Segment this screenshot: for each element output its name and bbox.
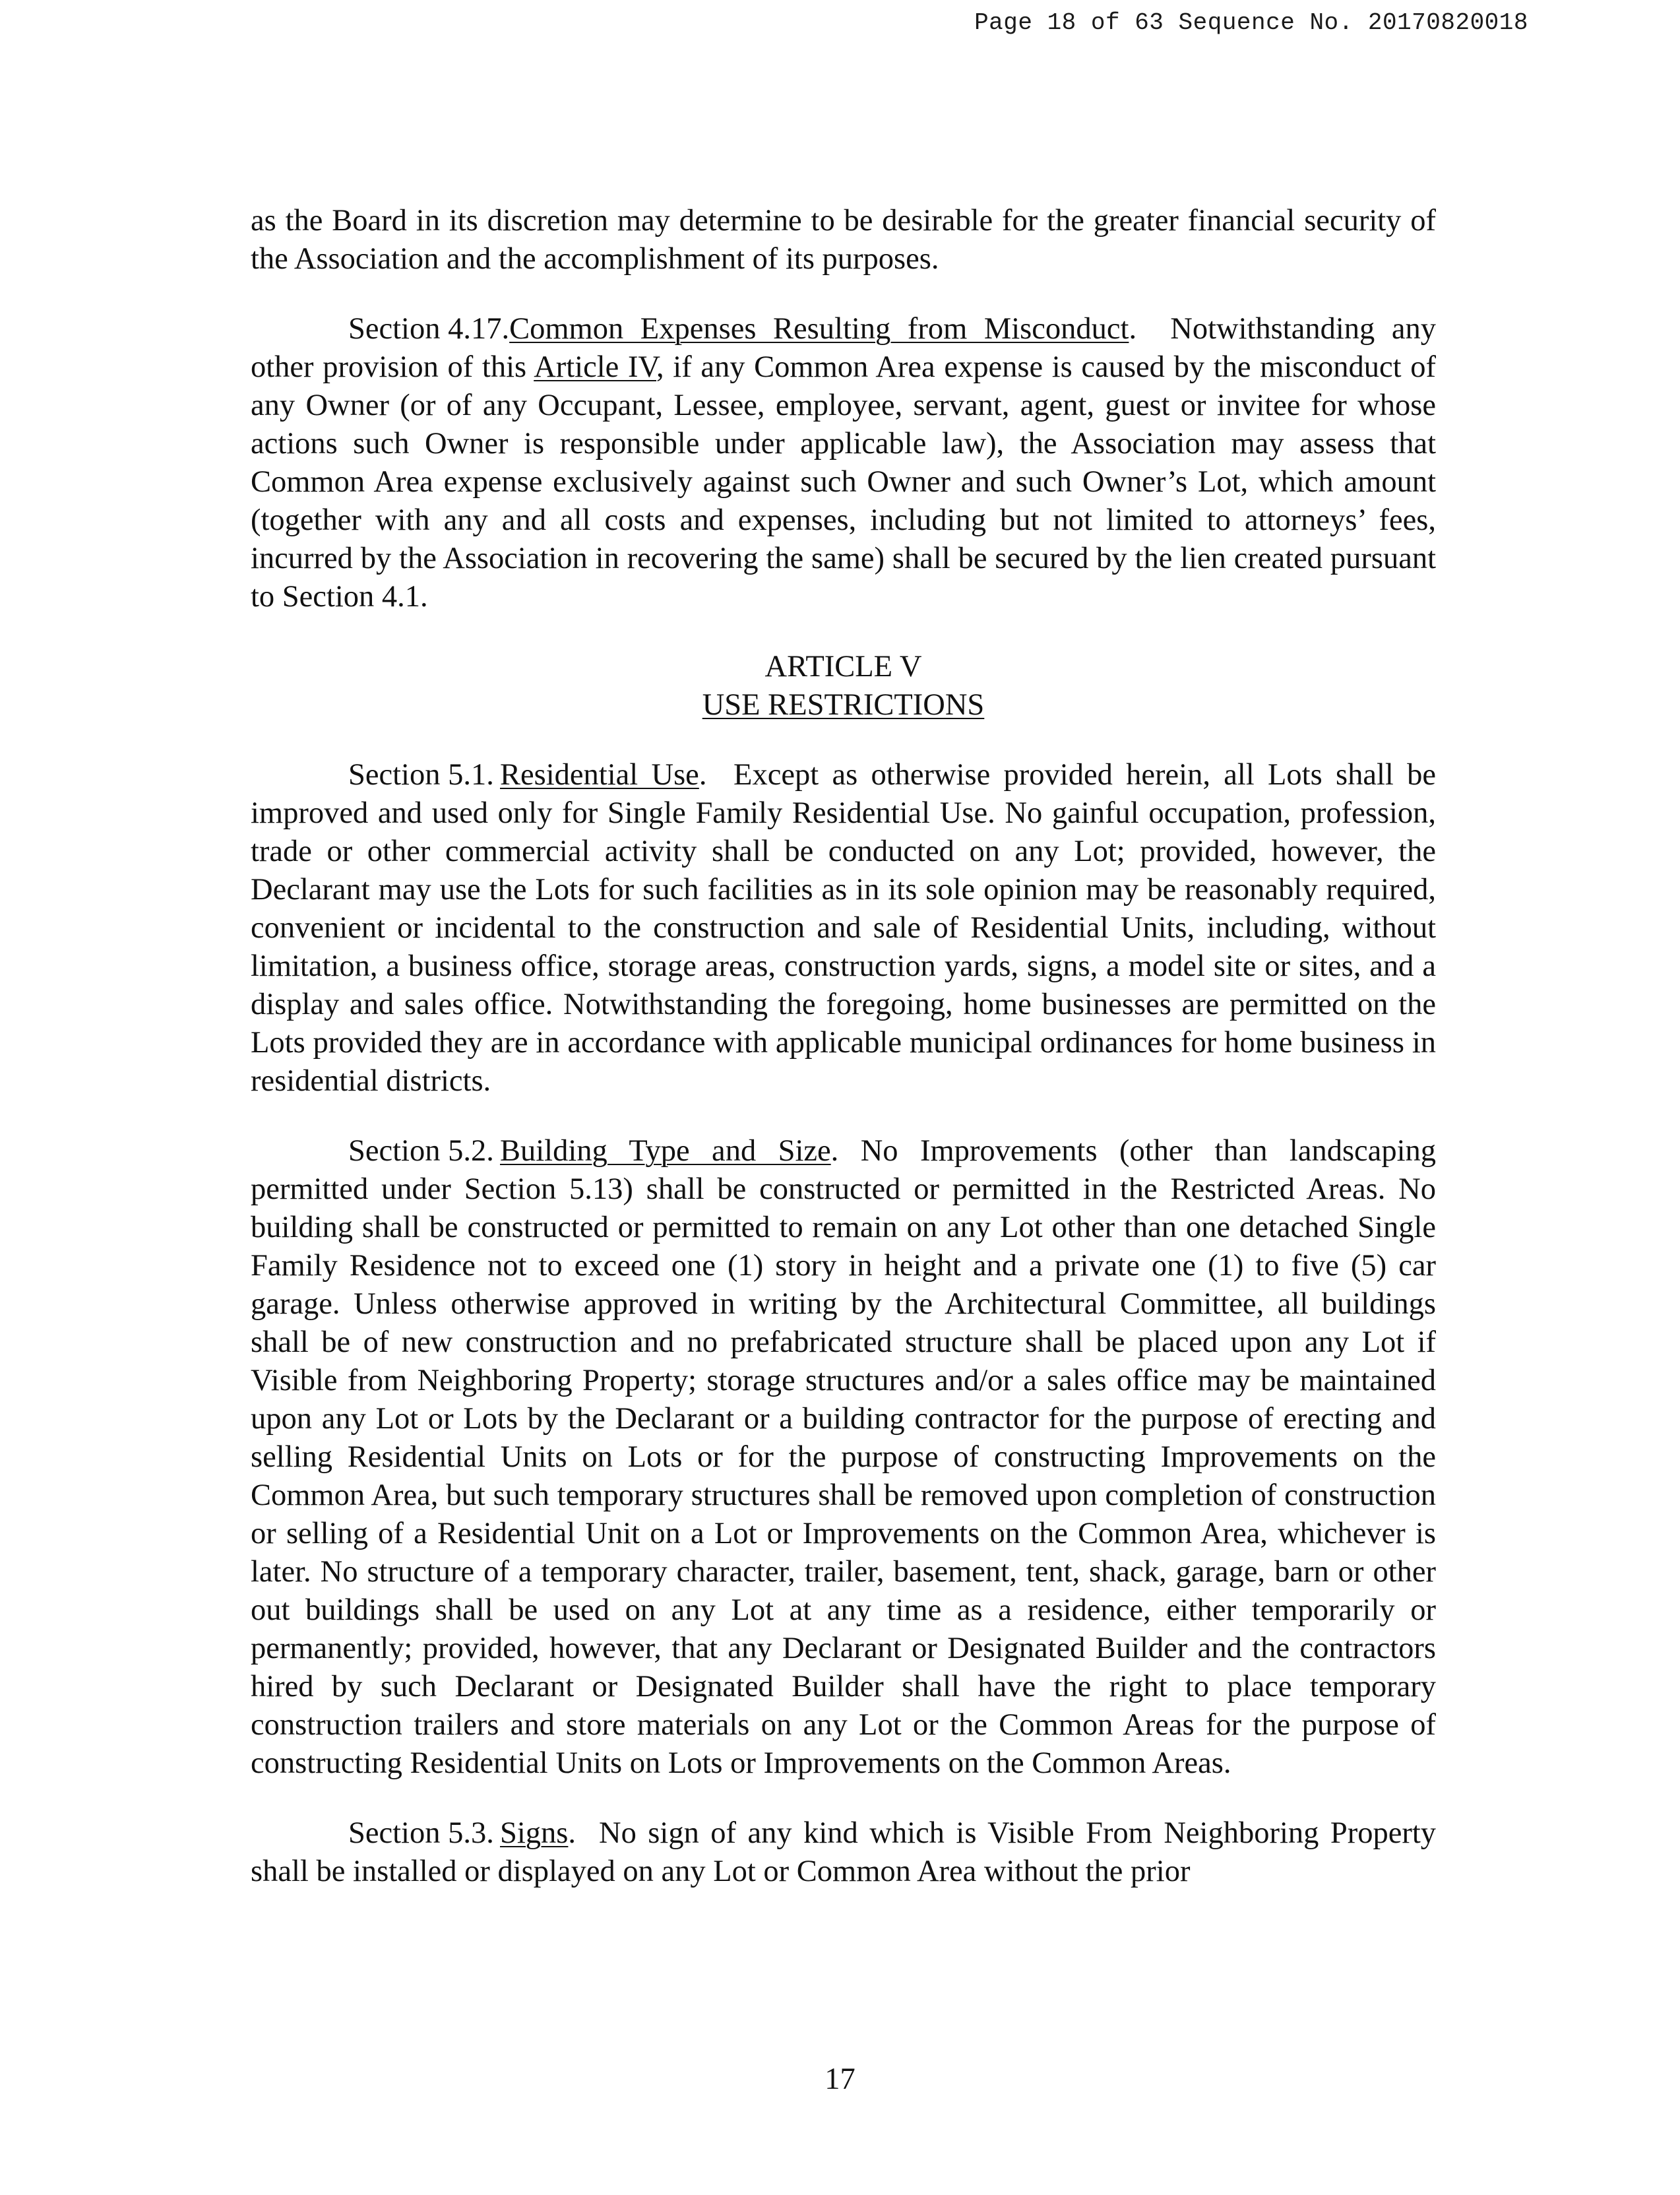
section-number: Section 5.3. xyxy=(348,1816,494,1850)
section-number: Section 5.1. xyxy=(348,758,494,792)
section-number: Section 5.2. xyxy=(348,1134,494,1168)
article-title: USE RESTRICTIONS xyxy=(702,688,985,722)
continued-paragraph: as the Board in its discretion may determine to be desirable for the greater financial security of the Association and the accomplishment of its purposes. xyxy=(251,204,1436,276)
section-title: Residential Use xyxy=(500,758,699,792)
section-body-text: , if any Common Area expense is caused by the misconduct of any Owner (or of any Occupant, Lessee, employee, servant, agent, guest or invitee for whose actions such Owner is responsible under applicable law), the Association may assess that Common Area expense exclusively against such Owner and such Owner’s Lot, which amount (together with any and all costs and expenses, including but not limited to attorneys’ fees, incurred by the Association in recovering the same) shall be secured by the lien created pursuant to Section 4.1. xyxy=(251,350,1436,614)
section-5-2: Section 5.2. Building Type and Size. No Improvements (other than landscaping permitted under Section 5.13) shall be constructed or permitted in the Restricted Areas. No building shall be constructed or permitted to remain on any Lot other than one detached Single Family Residence not to exceed one (1) story in height and a private one (1) to five (5) car garage. Unless otherwise approved in writing by the Architectural Committee, all buildings shall be of new construction and no prefabricated structure shall be placed upon any Lot if Visible from Neighboring Property; storage structures and/or a sales office may be maintained upon any Lot or Lots by the Declarant or a building contractor for the purpose of erecting and selling Residential Units on Lots or for the purpose of constructing Improvements on the Common Area, but such temporary structures shall be removed upon completion of construction or selling of a Residential Unit on a Lot or Improvements on the Common Area, whichever is later. No structure of a temporary character, trailer, basement, tent, shack, garage, barn or other out buildings shall be used on any Lot at any time as a residence, either temporarily or permanently; provided, however, that any Declarant or Designated Builder and the contractors hired by such Declarant or Designated Builder shall have the right to place temporary construction trailers and store materials on any Lot or the Common Areas for the purpose of constructing Residential Units on Lots or Improvements on the Common Areas. xyxy=(251,1132,1436,1783)
section-title: Building Type and Size xyxy=(500,1134,831,1168)
section-5-1: Section 5.1. Residential Use. Except as otherwise provided herein, all Lots shall be improved and used only for Single Family Residential Use. No gainful occupation, profession, trade or other commercial activity shall be conducted on any Lot; provided, however, the Declarant may use the Lots for such facilities as in its sole opinion may be reasonably required, convenient or incidental to the construction and sale of Residential Units, including, without limitation, a business office, storage areas, construction yards, signs, a model site or sites, and a display and sales office. Notwithstanding the foregoing, home businesses are permitted on the Lots provided they are in accordance with applicable municipal ordinances for home business in residential districts. xyxy=(251,756,1436,1100)
section-lead-text: Notwithstanding any other provision of this xyxy=(251,312,1436,384)
section-4-17: Section 4.17.Common Expenses Resulting from Misconduct. Notwithstanding any other provision of this Article IV, if any Common Area expense is caused by the misconduct of any Owner (or of any Occupant, Lessee, employee, servant, agent, guest or invitee for whose actions such Owner is responsible under applicable law), the Association may assess that Common Area expense exclusively against such Owner and such Owner’s Lot, which amount (together with any and all costs and expenses, including but not limited to attorneys’ fees, incurred by the Association in recovering the same) shall be secured by the lien created pursuant to Section 4.1. xyxy=(251,310,1436,616)
section-title: Signs xyxy=(500,1816,569,1850)
section-body-text: No Improvements (other than landscaping permitted under Section 5.13) shall be constructed or permitted in the Restricted Areas. No building shall be constructed or permitted to remain on any Lot other than one detached Single Family Residence not to exceed one (1) story in height and a private one (1) to five (5) car garage. Unless otherwise approved in writing by the Architectural Committee, all buildings shall be of new construction and no prefabricated structure shall be placed upon any Lot if Visible from Neighboring Property; storage structures and/or a sales office may be maintained upon any Lot or Lots by the Declarant or a building contractor for the purpose of erecting and selling Residential Units on Lots or for the purpose of constructing Improvements on the Common Area, but such temporary structures shall be removed upon completion of construction or selling of a Residential Unit on a Lot or Improvements on the Common Area, whichever is later. No structure of a temporary character, trailer, basement, tent, shack, garage, barn or other out buildings shall be used on any Lot at any time as a residence, either temporarily or permanently; provided, however, that any Declarant or Designated Builder and the contractors hired by such Declarant or Designated Builder shall have the right to place temporary construction trailers and store materials on any Lot or the Common Areas for the purpose of constructing Residential Units on Lots or Improvements on the Common Areas. xyxy=(251,1134,1436,1780)
article-number: ARTICLE V xyxy=(764,650,922,684)
section-title: Common Expenses Resulting from Misconduct xyxy=(509,312,1129,346)
section-body-text: No sign of any kind which is Visible From Neighboring Property shall be installed or displayed on any Lot or Common Area without the prior xyxy=(251,1816,1436,1888)
page-number: 17 xyxy=(824,2062,856,2096)
page-sequence-stamp: Page 18 of 63 Sequence No. 20170820018 xyxy=(974,9,1528,36)
section-5-3: Section 5.3. Signs. No sign of any kind which is Visible From Neighboring Property shall be installed or displayed on any Lot or Common Area without the prior xyxy=(251,1814,1436,1891)
section-number: Section 4.17. xyxy=(348,312,510,346)
document-body xyxy=(251,202,1436,1891)
article-heading xyxy=(251,648,1436,724)
article-iv-reference: Article IV xyxy=(534,350,657,384)
section-body-text: Except as otherwise provided herein, all Lots shall be improved and used only for Single Family Residential Use. No gainful occupation, profession, trade or other commercial activity shall be conducted on any Lot; provided, however, the Declarant may use the Lots for such facilities as in its sole opinion may be reasonably required, convenient or incidental to the construction and sale of Residential Units, including, without limitation, a business office, storage areas, construction yards, signs, a model site or sites, and a display and sales office. Notwithstanding the foregoing, home businesses are permitted on the Lots provided they are in accordance with applicable municipal ordinances for home business in residential districts. xyxy=(251,758,1436,1098)
